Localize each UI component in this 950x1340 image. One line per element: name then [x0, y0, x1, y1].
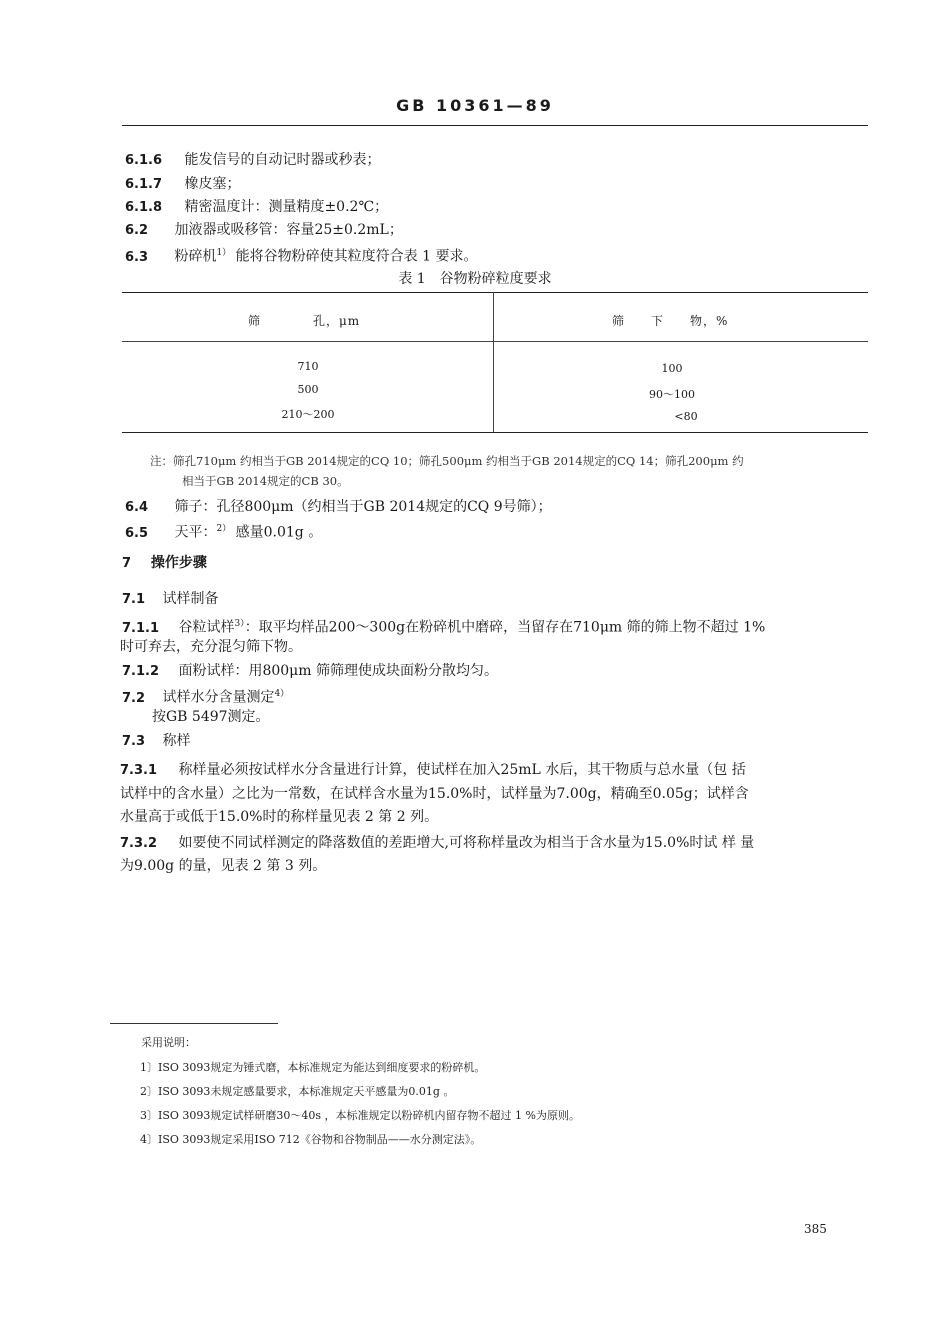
clause-number: 6.3 — [125, 249, 149, 265]
table-top-rule — [122, 292, 868, 293]
section-number: 7 — [122, 556, 132, 571]
footnote-ref: 2） — [216, 524, 232, 534]
clause-number: 7.3.2 — [120, 836, 158, 851]
clause-text: 橡皮塞； — [184, 176, 241, 192]
clause-7-2 — [122, 684, 289, 709]
clause-text: 称样量必须按试样水分含量进行计算，使试样在加入25mL 水后，其干物质与总水量（包 括 — [178, 762, 746, 778]
clause-7-3-2-cont: 为9.00g 的量，见表 2 第 3 列。 — [120, 858, 327, 874]
clause-number: 6.5 — [125, 525, 149, 541]
clause-7-3-1-cont: 水量高于或低于15.0%时的称样量见表 2 第 2 列。 — [120, 809, 439, 825]
footnote-item: 1〕ISO 3093规定为锤式磨，本标准规定为能达到细度要求的粉碎机。 — [140, 1061, 486, 1074]
table-column-divider — [493, 292, 494, 432]
clause-number: 7.1 — [122, 592, 146, 607]
clause-text: 谷粒试样 — [178, 619, 235, 636]
clause-text: 筛子：孔径800μm（约相当于GB 2014规定的CQ 9号筛）； — [174, 499, 552, 515]
clause-text: 粉碎机 — [174, 248, 217, 265]
clause-text: 试样水分含量测定 — [162, 689, 275, 706]
section-7-heading — [122, 553, 207, 574]
footnote-ref: 1） — [216, 248, 232, 258]
table-cell-passing: 100 — [661, 362, 683, 375]
clause-7-1 — [122, 589, 218, 610]
table-title: 表 1 谷物粉碎粒度要求 — [398, 271, 552, 287]
clause-number: 7.3.1 — [120, 763, 158, 778]
footnote-item: 4〕ISO 3093规定采用ISO 712《谷物和谷物制品——水分测定法》。 — [140, 1133, 482, 1146]
footnote-item: 3〕ISO 3093规定试样研磨30～40s ，本标准规定以粉碎机内留存物不超过 1 %为原则。 — [140, 1109, 580, 1122]
clause-number: 7.2 — [122, 690, 146, 706]
section-title: 操作步骤 — [150, 555, 207, 571]
clause-text-cont: 感量0.01g 。 — [235, 524, 323, 541]
clause-text: 天平： — [174, 524, 217, 541]
clause-7-1-2 — [122, 661, 498, 682]
footnote-rule — [110, 1023, 278, 1024]
clause-6-3 — [125, 243, 477, 268]
clause-6-1-6 — [125, 150, 380, 171]
table-note-line-2: 相当于GB 2014规定的CB 30。 — [182, 474, 349, 488]
clause-7-2-cont: 按GB 5497测定。 — [152, 709, 270, 725]
table-header-aperture: 筛 孔，μm — [248, 314, 361, 328]
table-cell-aperture: 500 — [297, 383, 319, 396]
clause-text-cont: ：取平均样品200～300g在粉碎机中磨碎，当留存在710μm 筛的筛上物不超过 1% — [244, 619, 766, 636]
footnote-ref: 3） — [234, 619, 245, 629]
clause-7-3-2 — [120, 833, 754, 854]
clause-7-3 — [122, 731, 190, 752]
clause-number: 6.2 — [125, 223, 149, 238]
clause-number: 7.1.1 — [122, 620, 160, 636]
standard-code: GB 10361—89 — [396, 96, 554, 115]
table-bottom-rule — [122, 432, 868, 433]
clause-7-1-1-cont: 时可弃去，充分混匀筛下物。 — [120, 639, 302, 655]
clause-text: 精密温度计：测量精度±0.2℃； — [184, 199, 389, 215]
clause-6-1-7 — [125, 174, 240, 195]
table-note-line-1: 注：筛孔710μm 约相当于GB 2014规定的CQ 10；筛孔500μm 约相当于GB 2014规定的CQ 14；筛孔200μm 约 — [150, 454, 744, 468]
clause-number: 7.3 — [122, 734, 146, 749]
footnote-item: 2〕ISO 3093未规定感量要求，本标准规定天平感量为0.01g 。 — [140, 1085, 455, 1098]
clause-6-1-8 — [125, 197, 388, 218]
table-cell-aperture: 210～200 — [281, 408, 335, 421]
footnote-ref: 4） — [274, 689, 290, 699]
clause-6-4 — [125, 497, 552, 518]
table-cell-passing: 90～100 — [649, 388, 695, 401]
clause-7-1-1 — [122, 614, 765, 639]
clause-number: 6.4 — [125, 500, 149, 515]
table-header-rule — [122, 341, 868, 342]
clause-text: 称样 — [162, 733, 191, 749]
table-cell-aperture: 710 — [297, 360, 319, 373]
clause-text: 加液器或吸移管：容量25±0.2mL； — [174, 222, 403, 238]
header-rule — [122, 125, 868, 126]
clause-text: 能发信号的自动记时器或秒表； — [184, 152, 381, 168]
clause-number: 6.1.6 — [125, 153, 163, 168]
clause-6-2 — [125, 220, 403, 241]
clause-number: 6.1.7 — [125, 177, 163, 192]
clause-7-3-1 — [120, 760, 746, 781]
clause-text-cont: 能将谷物粉碎使其粒度符合表 1 要求。 — [235, 248, 478, 265]
page-number: 385 — [804, 1222, 827, 1236]
clause-7-3-1-cont: 试样中的含水量）之比为一常数，在试样含水量为15.0%时，试样量为7.00g，精确至0.05g；试样含 — [120, 786, 749, 802]
table-cell-passing: <80 — [674, 410, 698, 423]
clause-text: 试样制备 — [162, 591, 219, 607]
clause-6-5 — [125, 519, 322, 544]
clause-number: 7.1.2 — [122, 664, 160, 679]
clause-number: 6.1.8 — [125, 200, 163, 215]
clause-text: 如要使不同试样测定的降落数值的差距增大,可将称样量改为相当于含水量为15.0%时试 样 量 — [178, 835, 755, 851]
table-header-passing: 筛 下 物，% — [612, 314, 729, 328]
clause-text: 面粉试样：用800μm 筛筛理使成块面粉分散均匀。 — [178, 663, 498, 679]
footnote-title: 采用说明： — [141, 1036, 196, 1049]
